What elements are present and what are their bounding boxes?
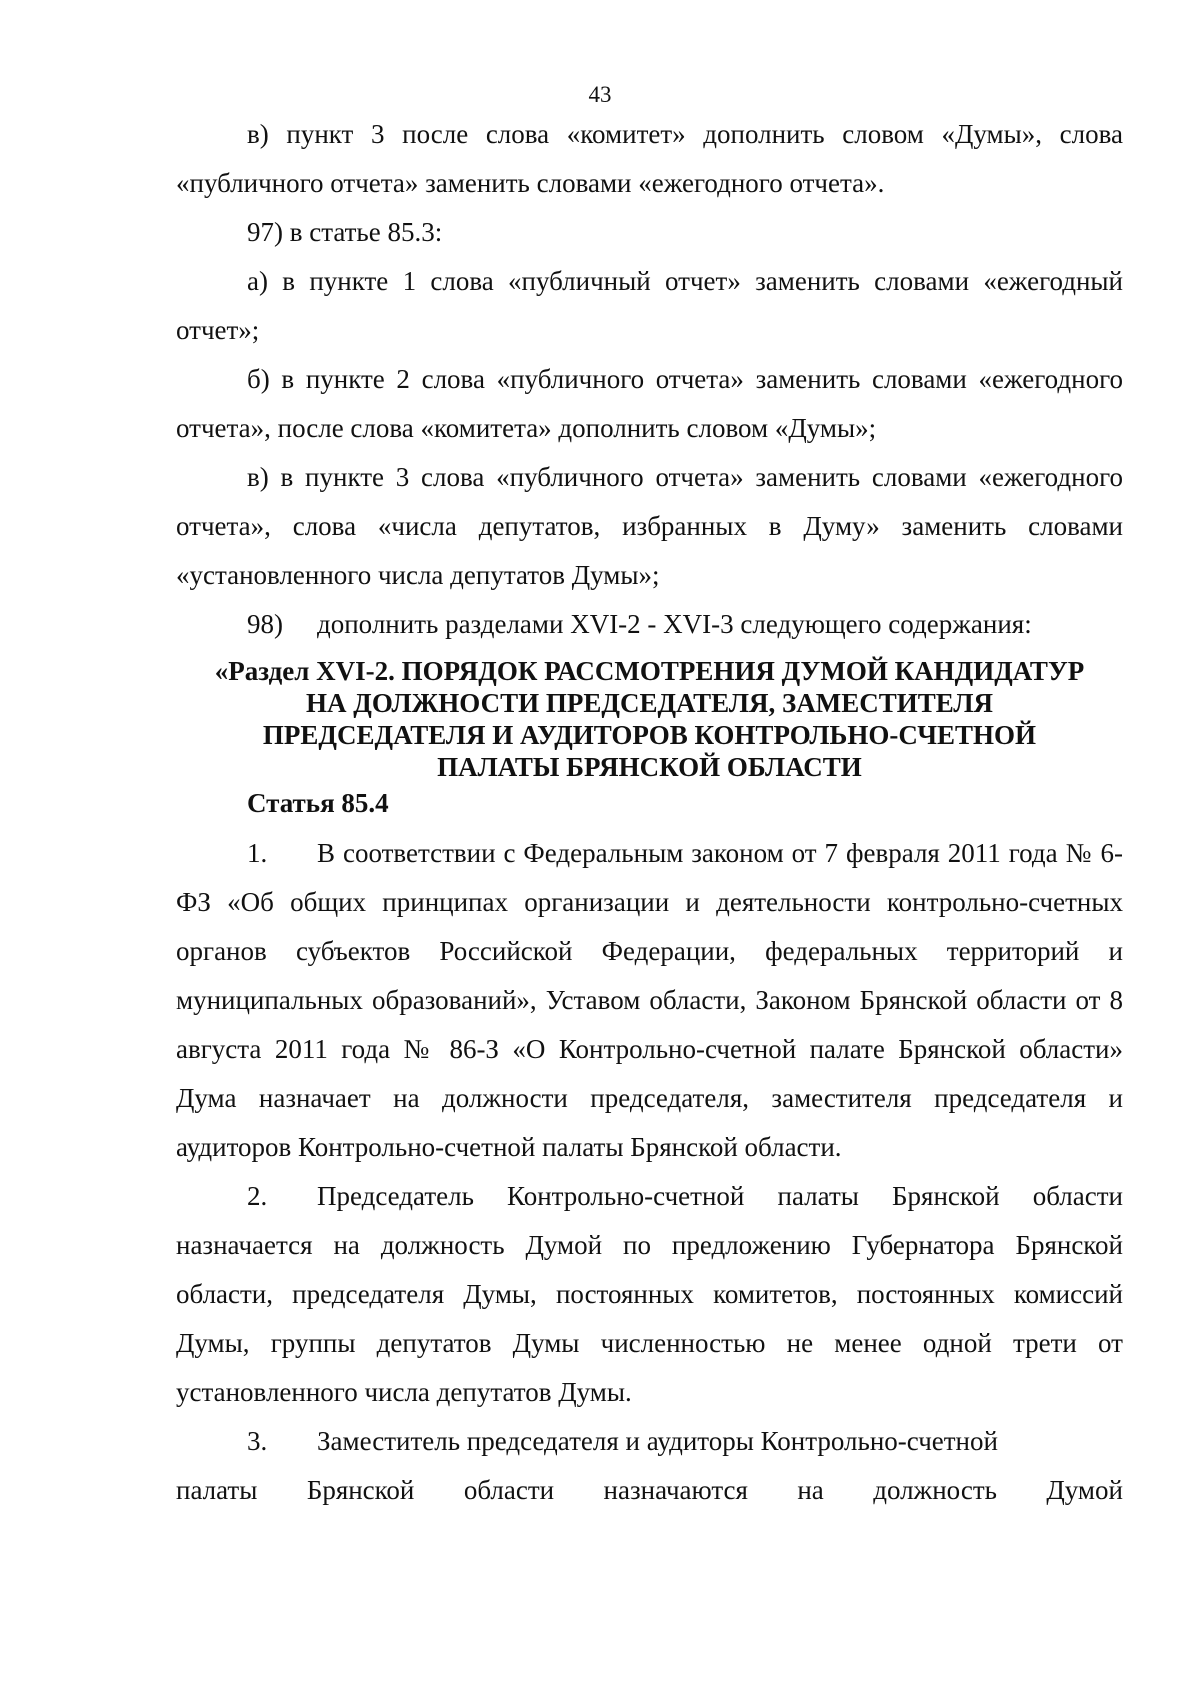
section-heading-line-1: «Раздел XVI-2. ПОРЯДОК РАССМОТРЕНИЯ ДУМОЙ КАНДИДАТУР [214,656,1085,686]
section-heading-line-3: ПРЕДСЕДАТЕЛЯ И АУДИТОРОВ КОНТРОЛЬНО-СЧЕТНОЙ [262,720,1037,750]
article-title: Статья 85.4 [247,788,389,818]
item-3-word: должность [873,1475,997,1505]
item-1-text: В соответствии с Федеральным законом от 7 февраля 2011 года № 6-ФЗ «Об общих принципах организации и деятельности контрольно-счетных органов субъектов Российской Федерации, федеральных территорий и муниципальных образований», Уставом области, Законом Брянской области от 8 августа 2011 года № 86-З «О Контрольно-счетной палате Брянской области» Дума назначает на должности председателя, заместителя председателя и аудиторов Контрольно-счетной палаты Брянской области. [176,838,1123,1162]
section-heading [176,655,1123,783]
item-3-text: Заместитель председателя и аудиторы Контрольно-счетной [317,1426,998,1456]
paragraph-v: в) в пункте 3 слова «публичного отчета» заменить словами «ежегодного отчета», слова «числа депутатов, избранных в Думу» заменить словами «установленного числа депутатов Думы»; [176,462,1123,590]
item-3-word: области [463,1475,555,1505]
item-1 [176,829,1123,1172]
paragraph-98-number: 98) [247,609,283,639]
paragraph-b: б) в пункте 2 слова «публичного отчета» заменить словами «ежегодного отчета», после слова «комитета» дополнить словом «Думы»; [176,364,1123,443]
item-3-continuation [176,1466,1123,1515]
paragraph-v-punkt-3: в) пункт 3 после слова «комитет» дополнить словом «Думы», слова «публичного отчета» заменить словами «ежегодного отчета». [176,119,1123,198]
item-2-number: 2. [247,1181,268,1211]
section-heading-line-4: ПАЛАТЫ БРЯНСКОЙ ОБЛАСТИ [437,752,862,782]
item-1-number: 1. [247,838,268,868]
page-number: 43 [588,82,612,107]
item-2-text: Председатель Контрольно-счетной палаты Брянской области назначается на должность Думой по предложению Губернатора Брянской области, председателя Думы, постоянных комитетов, постоянных комиссий Думы, группы депутатов Думы численностью не менее одной трети от установленного числа депутатов Думы. [176,1181,1123,1407]
paragraph-97: 97) в статье 85.3: [247,217,443,247]
paragraph-a: а) в пункте 1 слова «публичный отчет» заменить словами «ежегодный отчет»; [176,266,1123,345]
section-heading-line-2: НА ДОЛЖНОСТИ ПРЕДСЕДАТЕЛЯ, ЗАМЕСТИТЕЛЯ [306,688,993,718]
item-3-word: назначаются [603,1475,748,1505]
item-3-word: на [797,1475,824,1505]
item-3 [176,1417,1123,1466]
paragraph-98 [176,600,1123,649]
item-3-word: Думой [1046,1475,1123,1505]
paragraph-98-text: дополнить разделами XVI-2 - XVI-3 следующего содержания: [317,609,1032,639]
item-3-number: 3. [247,1426,268,1456]
item-2 [176,1172,1123,1417]
item-3-word: Брянской [306,1475,415,1505]
document-body [176,110,1123,1515]
item-3-word: палаты [176,1475,258,1505]
